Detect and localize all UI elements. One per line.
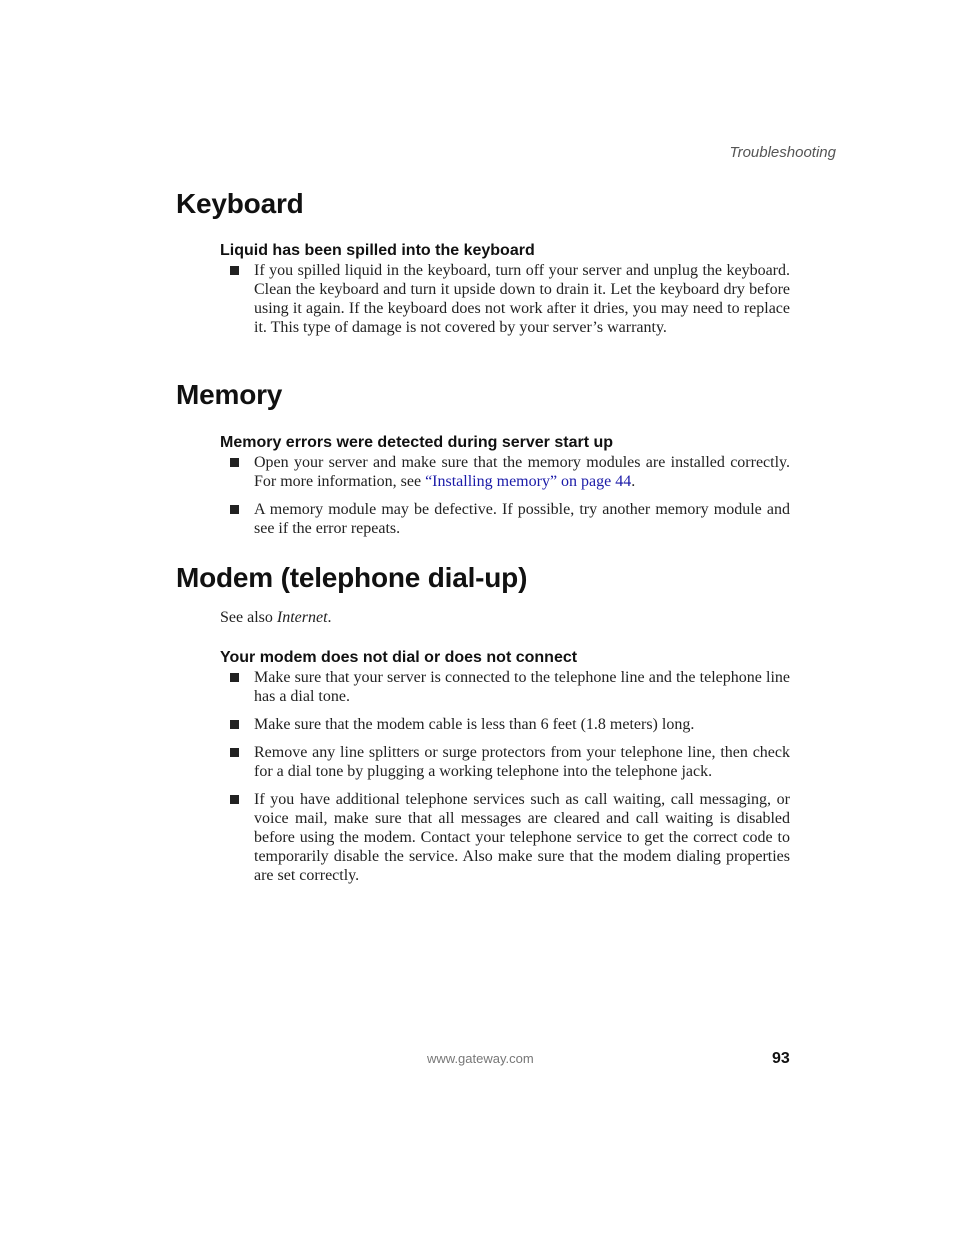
subheading-liquid-spilled: Liquid has been spilled into the keyboard xyxy=(220,242,535,259)
list-item xyxy=(230,261,790,337)
modem-bullet-list xyxy=(230,668,790,894)
see-also-line xyxy=(220,608,332,627)
square-bullet-icon xyxy=(230,266,239,275)
see-also-end: . xyxy=(327,609,332,626)
memory-bullet-list xyxy=(230,453,790,547)
section-title-memory: Memory xyxy=(176,379,283,410)
square-bullet-icon xyxy=(230,720,239,729)
square-bullet-icon xyxy=(230,505,239,514)
running-head: Troubleshooting xyxy=(729,144,836,161)
list-item xyxy=(230,743,790,781)
square-bullet-icon xyxy=(230,795,239,804)
list-item-text: If you have additional telephone services such as call waiting, call messaging, or voice mail, make sure that all messages are cleared and call waiting is disabled before using the modem. Contact your telephone service to get the correct code to temporarily disable the service. Also make sure that the modem dialing properties are set correctly. xyxy=(254,791,790,884)
section-title-modem: Modem (telephone dial-up) xyxy=(176,562,528,593)
list-item-text: Remove any line splitters or surge protectors from your telephone line, then check for a dial tone by plugging a working telephone into the telephone jack. xyxy=(254,744,790,780)
section-title-keyboard: Keyboard xyxy=(176,188,304,219)
footer-url: www.gateway.com xyxy=(427,1051,534,1066)
list-item xyxy=(230,790,790,885)
subheading-modem-no-dial: Your modem does not dial or does not connect xyxy=(220,649,578,666)
list-item xyxy=(230,453,790,491)
see-also-reference: Internet xyxy=(276,609,328,626)
square-bullet-icon xyxy=(230,673,239,682)
installing-memory-link[interactable]: “Installing memory” on page 44 xyxy=(425,473,632,490)
subheading-memory-errors: Memory errors were detected during server start up xyxy=(220,434,614,451)
list-item xyxy=(230,668,790,706)
see-also-label: See also xyxy=(220,609,277,626)
list-item-text: Open your server and make sure that the memory modules are installed correctly. For more information, see xyxy=(254,454,790,490)
square-bullet-icon xyxy=(230,748,239,757)
list-item xyxy=(230,500,790,538)
list-item-text: A memory module may be defective. If possible, try another memory module and see if the error repeats. xyxy=(254,501,790,537)
keyboard-bullet-list xyxy=(230,261,790,346)
page-number: 93 xyxy=(772,1050,790,1067)
list-item-text-end: . xyxy=(631,473,636,490)
list-item-text: If you spilled liquid in the keyboard, turn off your server and unplug the keyboard. Clean the keyboard and turn it upside down to drain it. Let the keyboard dry before using it again. If the keyboard does not work after it dries, you may need to replace it. This type of damage is not covered by your server’s warranty. xyxy=(254,262,790,336)
list-item-text: Make sure that the modem cable is less than 6 feet (1.8 meters) long. xyxy=(254,716,695,733)
list-item xyxy=(230,715,790,734)
list-item-text: Make sure that your server is connected to the telephone line and the telephone line has a dial tone. xyxy=(254,669,790,705)
square-bullet-icon xyxy=(230,458,239,467)
